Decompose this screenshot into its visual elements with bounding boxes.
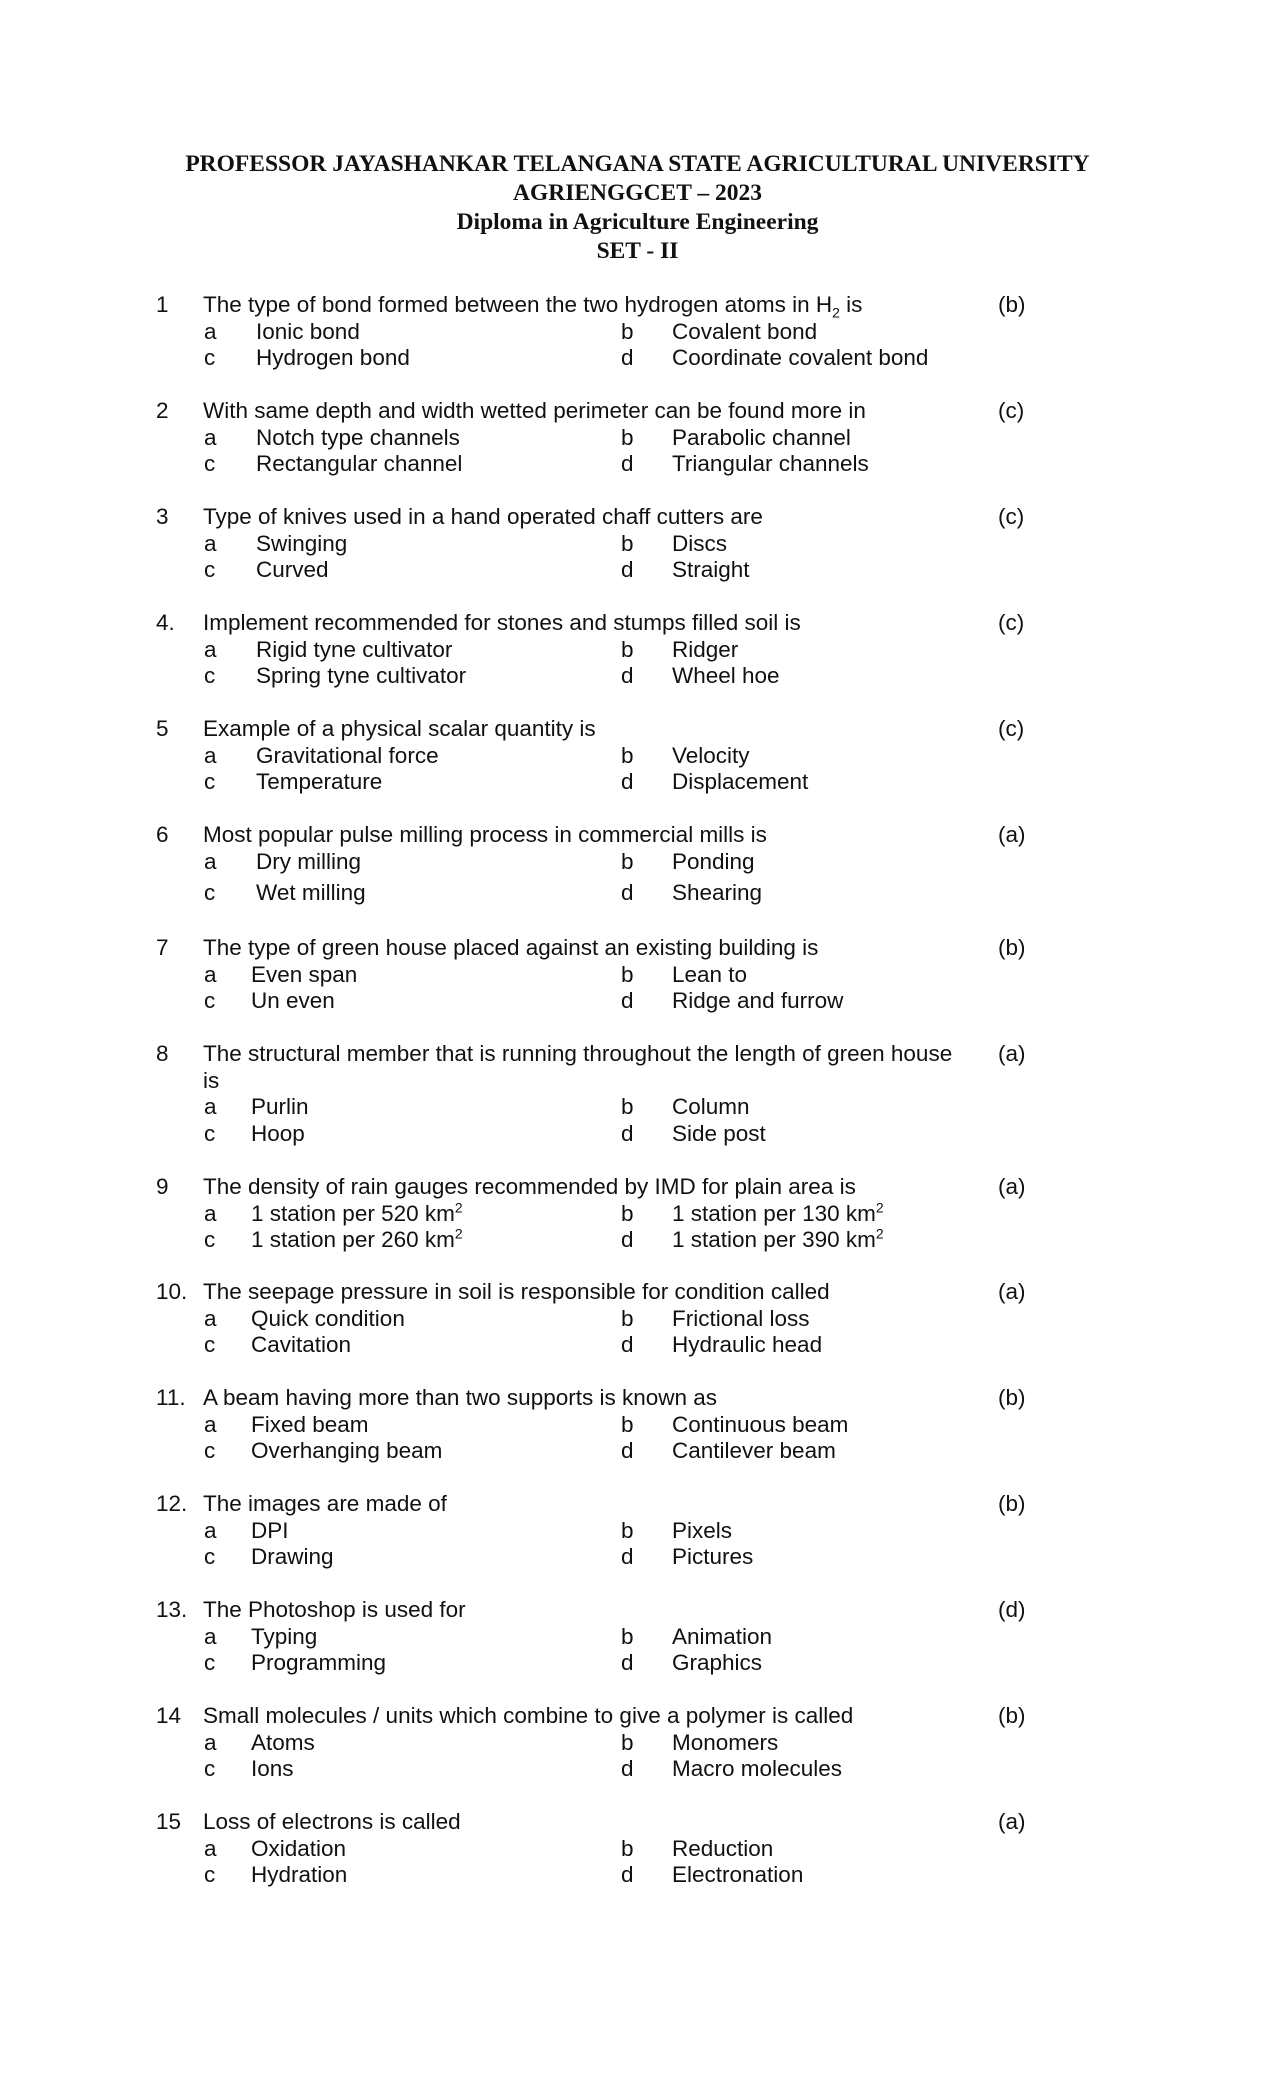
option-a-text: Quick condition [251, 1305, 405, 1331]
question-number: 8 [156, 1041, 169, 1066]
option-c-text: Temperature [256, 769, 383, 794]
option-row [0, 1544, 1275, 1571]
question-text: The type of bond formed between the two hydrogen atoms in $H_2$ is [203, 292, 863, 321]
option-c-text: Un even [251, 988, 335, 1013]
option-letter-b: b [621, 1517, 634, 1543]
option-row [0, 1412, 1275, 1439]
option-letter-b: b [621, 1411, 634, 1437]
option-letter-d: d [621, 663, 634, 688]
option-b-text: Animation [672, 1623, 773, 1649]
option-a-text: Oxidation [251, 1835, 347, 1861]
question-item [0, 398, 1275, 478]
option-d-text: Hydraulic head [672, 1332, 823, 1357]
option-row [0, 1730, 1275, 1757]
option-letter-a: a [204, 636, 217, 662]
option-letter-c: c [204, 988, 216, 1013]
answer-key: (a) [998, 1041, 1026, 1066]
option-c-text: Ions [251, 1756, 294, 1781]
option-row [0, 769, 1275, 796]
option-letter-a: a [204, 848, 217, 874]
exam-title: AGRIENGGCET – 2023 [513, 180, 762, 206]
option-row [0, 1332, 1275, 1359]
answer-key: (b) [998, 1385, 1026, 1410]
option-d-text: Triangular channels [672, 451, 869, 476]
option-letter-c: c [204, 557, 216, 582]
option-letter-c: c [204, 1756, 216, 1781]
question-item [0, 1279, 1275, 1359]
option-a-text: Purlin [251, 1094, 309, 1119]
option-letter-c: c [204, 1544, 216, 1569]
option-c-text: Drawing [251, 1544, 334, 1569]
option-letter-c: c [204, 1120, 216, 1146]
option-letter-b: b [621, 530, 634, 556]
option-c-text: Overhanging beam [251, 1438, 443, 1463]
option-a-text: Even span [251, 961, 358, 987]
question-item [0, 822, 1275, 907]
question-item [0, 504, 1275, 584]
question-item [0, 1041, 1275, 1147]
option-c-text: Hydration [251, 1862, 348, 1887]
option-c-text: Cavitation [251, 1332, 352, 1357]
option-a-text: Fixed beam [251, 1411, 369, 1437]
option-d-text: Macro molecules [672, 1756, 843, 1781]
question-stem-row [0, 504, 1275, 531]
question-text: Example of a physical scalar quantity is [203, 716, 596, 741]
question-number: 1 [156, 292, 169, 317]
question-text: Loss of electrons is called [203, 1809, 461, 1834]
option-row [0, 1201, 1275, 1228]
option-letter-d: d [621, 1120, 634, 1146]
option-a-text: Dry milling [256, 848, 362, 874]
option-letter-c: c [204, 451, 216, 476]
option-b-text: Monomers [672, 1729, 779, 1755]
question-stem-row [0, 1279, 1275, 1306]
option-letter-b: b [621, 1623, 634, 1649]
question-number: 11. [156, 1385, 186, 1410]
question-text: Small molecules / units which combine to give a polymer is called [203, 1703, 854, 1728]
option-letter-d: d [621, 1862, 634, 1887]
option-row [0, 1756, 1275, 1783]
question-item [0, 1597, 1275, 1677]
option-d-text: Ridge and furrow [672, 988, 844, 1013]
option-b-text: Reduction [672, 1835, 774, 1861]
question-item [0, 610, 1275, 690]
answer-key: (c) [998, 716, 1025, 741]
option-letter-b: b [621, 1094, 634, 1119]
option-c-text: Spring tyne cultivator [256, 663, 467, 688]
option-b-text: Continuous beam [672, 1411, 849, 1437]
option-letter-b: b [621, 1729, 634, 1755]
option-row [0, 743, 1275, 770]
question-text: The structural member that is running throughout the length of green house is [203, 1041, 953, 1093]
option-row [0, 451, 1275, 478]
option-letter-b: b [621, 742, 634, 768]
option-letter-d: d [621, 880, 634, 905]
question-number: 3 [156, 504, 169, 529]
option-letter-d: d [621, 769, 634, 794]
subscript: 2 [832, 304, 840, 321]
question-text: The images are made of [203, 1491, 447, 1516]
option-letter-b: b [621, 1200, 634, 1226]
question-item [0, 1385, 1275, 1465]
question-number: 12. [156, 1491, 188, 1516]
question-number: 7 [156, 935, 169, 960]
option-row [0, 1094, 1275, 1121]
option-letter-d: d [621, 1332, 634, 1357]
option-letter-b: b [621, 1835, 634, 1861]
option-letter-a: a [204, 1729, 217, 1755]
question-number: 9 [156, 1174, 169, 1199]
option-d-text: Graphics [672, 1650, 763, 1675]
option-d-text: Cantilever beam [672, 1438, 836, 1463]
option-letter-c: c [204, 345, 216, 370]
option-letter-b: b [621, 848, 634, 874]
question-number: 14 [156, 1703, 182, 1728]
answer-key: (a) [998, 822, 1026, 847]
option-row [0, 663, 1275, 690]
option-b-text: Parabolic channel [672, 424, 851, 450]
option-d-text: Electronation [672, 1862, 804, 1887]
option-c-text: Hoop [251, 1120, 305, 1146]
question-stem-row [0, 292, 1275, 319]
option-letter-a: a [204, 961, 217, 987]
option-c-text: Wet milling [256, 880, 366, 905]
question-item [0, 935, 1275, 1015]
option-c-text: Curved [256, 557, 329, 582]
option-d-text: 1 station per 390 $km^2$ [672, 1225, 884, 1252]
set-title: SET - II [596, 238, 679, 264]
option-row [0, 345, 1275, 372]
answer-key: (a) [998, 1279, 1026, 1304]
option-row [0, 1518, 1275, 1545]
option-b-text: Velocity [672, 742, 750, 768]
option-letter-d: d [621, 451, 634, 476]
question-stem-row [0, 1491, 1275, 1518]
option-b-text: Covalent bond [672, 318, 818, 344]
question-number: 6 [156, 822, 169, 847]
question-text: The density of rain gauges recommended by IMD for plain area is [203, 1174, 856, 1199]
option-c-text: 1 station per 260 $km^2$ [251, 1225, 463, 1252]
option-row [0, 425, 1275, 452]
option-row [0, 880, 1275, 907]
option-letter-d: d [621, 345, 634, 370]
option-d-text: Pictures [672, 1544, 754, 1569]
option-b-text: Ridger [672, 636, 739, 662]
question-item [0, 1809, 1275, 1889]
option-row [0, 1862, 1275, 1889]
option-c-text: Rectangular channel [256, 451, 463, 476]
option-row [0, 531, 1275, 558]
question-text: A beam having more than two supports is known as [203, 1385, 718, 1410]
question-stem-row [0, 822, 1275, 849]
option-letter-a: a [204, 1305, 217, 1331]
option-letter-b: b [621, 424, 634, 450]
option-row [0, 1650, 1275, 1677]
option-letter-d: d [621, 988, 634, 1013]
option-b-text: 1 station per 130 $km^2$ [672, 1199, 884, 1226]
answer-key: (c) [998, 504, 1025, 529]
option-letter-d: d [621, 1756, 634, 1781]
option-row [0, 1836, 1275, 1863]
option-letter-d: d [621, 557, 634, 582]
option-letter-a: a [204, 1517, 217, 1543]
option-d-text: Displacement [672, 769, 809, 794]
option-letter-b: b [621, 318, 634, 344]
question-text: The Photoshop is used for [203, 1597, 466, 1622]
option-row [0, 637, 1275, 664]
option-letter-d: d [621, 1650, 634, 1675]
answer-key: (b) [998, 1703, 1026, 1728]
option-d-text: Coordinate covalent bond [672, 345, 929, 370]
question-stem-row [0, 1597, 1275, 1624]
option-letter-c: c [204, 1438, 216, 1463]
option-a-text: Rigid tyne cultivator [256, 636, 453, 662]
option-row [0, 1438, 1275, 1465]
answer-key: (b) [998, 1491, 1026, 1516]
superscript: 2 [454, 1199, 463, 1215]
question-text: Implement recommended for stones and stumps filled soil is [203, 610, 801, 635]
question-item [0, 1491, 1275, 1571]
option-b-text: Discs [672, 530, 727, 556]
answer-key: (a) [998, 1174, 1026, 1199]
question-text: With same depth and width wetted perimeter can be found more in [203, 398, 866, 423]
option-letter-a: a [204, 1200, 217, 1226]
question-item [0, 716, 1275, 796]
option-a-text: Swinging [256, 530, 348, 556]
option-letter-d: d [621, 1438, 634, 1463]
option-b-text: Column [672, 1094, 750, 1119]
question-number: 10. [156, 1279, 188, 1304]
option-letter-b: b [621, 1305, 634, 1331]
option-letter-c: c [204, 1227, 216, 1252]
answer-key: (b) [998, 935, 1026, 960]
superscript: 2 [875, 1225, 884, 1242]
superscript: 2 [454, 1225, 463, 1242]
option-row [0, 1306, 1275, 1333]
question-number: 5 [156, 716, 169, 741]
question-stem-row [0, 935, 1275, 962]
option-letter-c: c [204, 880, 216, 905]
option-letter-a: a [204, 318, 217, 344]
question-stem-row [0, 716, 1275, 743]
option-b-text: Ponding [672, 848, 755, 874]
university-title: PROFESSOR JAYASHANKAR TELANGANA STATE AGRICULTURAL UNIVERSITY [185, 151, 1090, 177]
option-letter-c: c [204, 1650, 216, 1675]
question-text: The seepage pressure in soil is responsible for condition called [203, 1279, 830, 1304]
option-letter-a: a [204, 1623, 217, 1649]
option-letter-a: a [204, 1835, 217, 1861]
option-letter-c: c [204, 663, 216, 688]
option-a-text: Notch type channels [256, 424, 460, 450]
option-c-text: Hydrogen bond [256, 345, 410, 370]
answer-key: (b) [998, 292, 1026, 317]
question-item [0, 1174, 1275, 1254]
option-b-text: Lean to [672, 961, 748, 987]
option-letter-d: d [621, 1227, 634, 1252]
option-row [0, 557, 1275, 584]
question-stem-row [0, 1809, 1275, 1836]
option-a-text: Gravitational force [256, 742, 439, 768]
question-number: 4. [156, 610, 175, 635]
answer-key: (a) [998, 1809, 1026, 1834]
exam-header [0, 150, 1275, 266]
question-text: The type of green house placed against an existing building is [203, 935, 819, 960]
option-letter-c: c [204, 769, 216, 794]
option-letter-a: a [204, 1411, 217, 1437]
option-letter-a: a [204, 742, 217, 768]
question-text: Most popular pulse milling process in commercial mills is [203, 822, 767, 847]
option-row [0, 1624, 1275, 1651]
question-item [0, 1703, 1275, 1783]
option-a-text: DPI [251, 1517, 289, 1543]
option-row [0, 849, 1275, 876]
question-stem-row [0, 398, 1275, 425]
option-letter-c: c [204, 1332, 216, 1357]
option-d-text: Side post [672, 1120, 766, 1146]
option-letter-a: a [204, 424, 217, 450]
question-stem-row [0, 1041, 1275, 1094]
option-row [0, 962, 1275, 989]
option-letter-c: c [204, 1862, 216, 1887]
option-letter-a: a [204, 530, 217, 556]
option-letter-a: a [204, 1094, 217, 1119]
option-a-text: Ionic bond [256, 318, 360, 344]
option-letter-b: b [621, 961, 634, 987]
question-number: 2 [156, 398, 169, 423]
option-row [0, 988, 1275, 1015]
question-stem-row [0, 1174, 1275, 1201]
question-stem-row [0, 1703, 1275, 1730]
course-title: Diploma in Agriculture Engineering [456, 209, 819, 235]
option-d-text: Shearing [672, 880, 763, 905]
question-stem-row [0, 1385, 1275, 1412]
answer-key: (c) [998, 398, 1025, 423]
option-a-text: 1 station per 520 $km^2$ [251, 1199, 463, 1226]
option-row [0, 1121, 1275, 1148]
option-a-text: Typing [251, 1623, 318, 1649]
option-a-text: Atoms [251, 1729, 315, 1755]
question-item [0, 292, 1275, 372]
question-text: Type of knives used in a hand operated chaff cutters are [203, 504, 763, 529]
option-row [0, 1227, 1275, 1254]
option-b-text: Pixels [672, 1517, 733, 1543]
answer-key: (d) [998, 1597, 1026, 1622]
question-number: 15 [156, 1809, 182, 1834]
option-d-text: Straight [672, 557, 750, 582]
option-letter-b: b [621, 636, 634, 662]
superscript: 2 [875, 1199, 884, 1215]
question-stem-row [0, 610, 1275, 637]
option-b-text: Frictional loss [672, 1305, 810, 1331]
question-number: 13. [156, 1597, 188, 1622]
answer-key: (c) [998, 610, 1025, 635]
option-d-text: Wheel hoe [672, 663, 780, 688]
option-letter-d: d [621, 1544, 634, 1569]
option-row [0, 319, 1275, 346]
option-c-text: Programming [251, 1650, 387, 1675]
